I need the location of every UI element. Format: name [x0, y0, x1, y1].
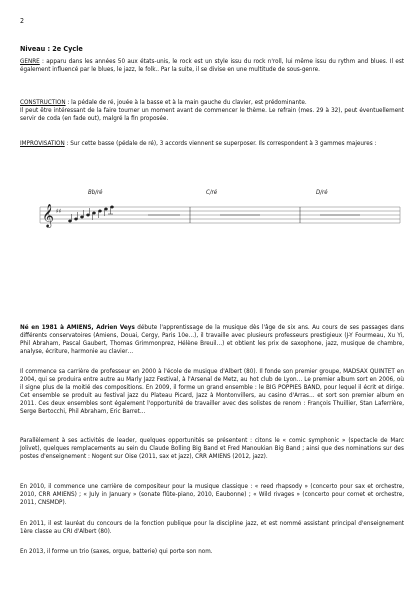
- bio-intro-text: débute l'apprentissage de la musique dès l'âge de six ans. Au cours de ses passages dans différents conservatoires (Amiens, Douai, Cergy, Paris 10e…), il travaille avec plusieurs professeurs prestigieux (J-Y Fourmeau, Xu Yi, Phil Abraham, Pascal Gaubert, Thomas Grimmonprez, Hélène Breuil…) et obtient les prix de saxophone, jazz, musique de chambre, analyse, écriture, harmonie au clavier…: [20, 324, 404, 355]
- construction-paragraph: [20, 99, 404, 123]
- construction-label: CONSTRUCTION: [20, 99, 66, 106]
- genre-text: : apparu dans les années 50 aux états-unis, le rock est un style issu du rock n'roll, lui même issu du rythm and blues. Il est également influencé par le blues, le jazz, le folk.. Par la suite, il se divise en une multitude de sous-genre.: [20, 58, 404, 73]
- bio-intro-bold: Né en 1981 à AMIENS, Adrien Veys: [20, 324, 135, 331]
- bio-paragraph-4: En 2010, il commence une carrière de compositeur pour la musique classique : « reed rhapsody » (concerto pour sax et orchestre, 2010, CRR AMIENS) ; « July in January » (sonate flûte-piano, 2010, Eaubonne) ; « Wild rivages » (concerto pour cornet et orchestre, 2011, CNSMDP).: [20, 483, 404, 506]
- bio-paragraph-5: En 2011, il est lauréat du concours de la fonction publique pour la discipline jazz, et est nommé assistant principal d'enseignement 1ère classe au CRI d'Albert (80).: [20, 520, 404, 535]
- chord-label-3: D/ré: [316, 189, 328, 196]
- construction-text-2: Il peut être intéressant de la faire tourner un moment avant de commencer le thème. Le refrain (mes. 29 à 32), peut éventuellement servir de coda (en fade out), malgré la fin proposée.: [20, 107, 404, 122]
- music-staff: [20, 180, 406, 258]
- bio-paragraph-1: [20, 324, 404, 356]
- chord-label-1: Bb/ré: [88, 189, 103, 196]
- chord-label-2: C/ré: [206, 189, 218, 196]
- key-signature-icon: ♯♯: [56, 208, 62, 215]
- page-number: 2: [20, 17, 25, 25]
- level-heading: Niveau : 2e Cycle: [20, 44, 83, 53]
- genre-paragraph: [20, 58, 404, 74]
- scale-notes: [68, 206, 360, 223]
- treble-clef-icon: 𝄞: [42, 203, 54, 227]
- improvisation-text: : Sur cette basse (pédale de ré), 3 accords viennent se superposer. Ils correspondent à 3 gammes majeures :: [64, 140, 377, 147]
- improvisation-label: IMPROVISATION: [20, 140, 65, 147]
- bio-paragraph-3: Parallèlement à ses activités de leader, quelques opportunités se présentent : citons le « comic symphonic » (spectacle de Marc Jolivet), quelques remplacements au sein du Claude Bolling Big Band et Fred Manoukian Big Band ; ainsi que des nominations sur des postes d'enseignement : Nogent sur Oise (2011, sax et jazz), CRR AMIENS (2012, jazz).: [20, 437, 404, 460]
- bio-paragraph-2: Il commence sa carrière de professeur en 2000 à l'école de musique d'Albert (80). Il fonde son premier groupe, MADSAX QUINTET en 2004, qui se produira entre autre au Marly Jazz Festival, à l'Arsenal de Metz, au hot club de Lyon… Le premier album sort en 2006, où il signe plus de la moitié des compositions. En 2009, il forme un grand ensemble : le BIG POPPIES BAND, pour lequel il écrit et dirige. Cet ensemble se produit au festival jazz du Plateau Picard, Jazz à Montonvillers, au casino d'Arras… et sort son premier album en 2011. Ces deux ensembles sont également l'opportunité de travailler avec des solistes de renom : François Thuillier, Stan Laferrière, Serge Bertocchi, Phil Abraham, Eric Barret…: [20, 368, 404, 415]
- genre-label: GENRE: [20, 58, 40, 65]
- construction-text: : la pédale de ré, jouée à la basse et à la main gauche du clavier, est prédominante.: [65, 99, 307, 106]
- improvisation-paragraph: [20, 140, 404, 148]
- bio-paragraph-6: En 2013, il forme un trio (saxes, orgue, batterie) qui porte son nom.: [20, 548, 213, 555]
